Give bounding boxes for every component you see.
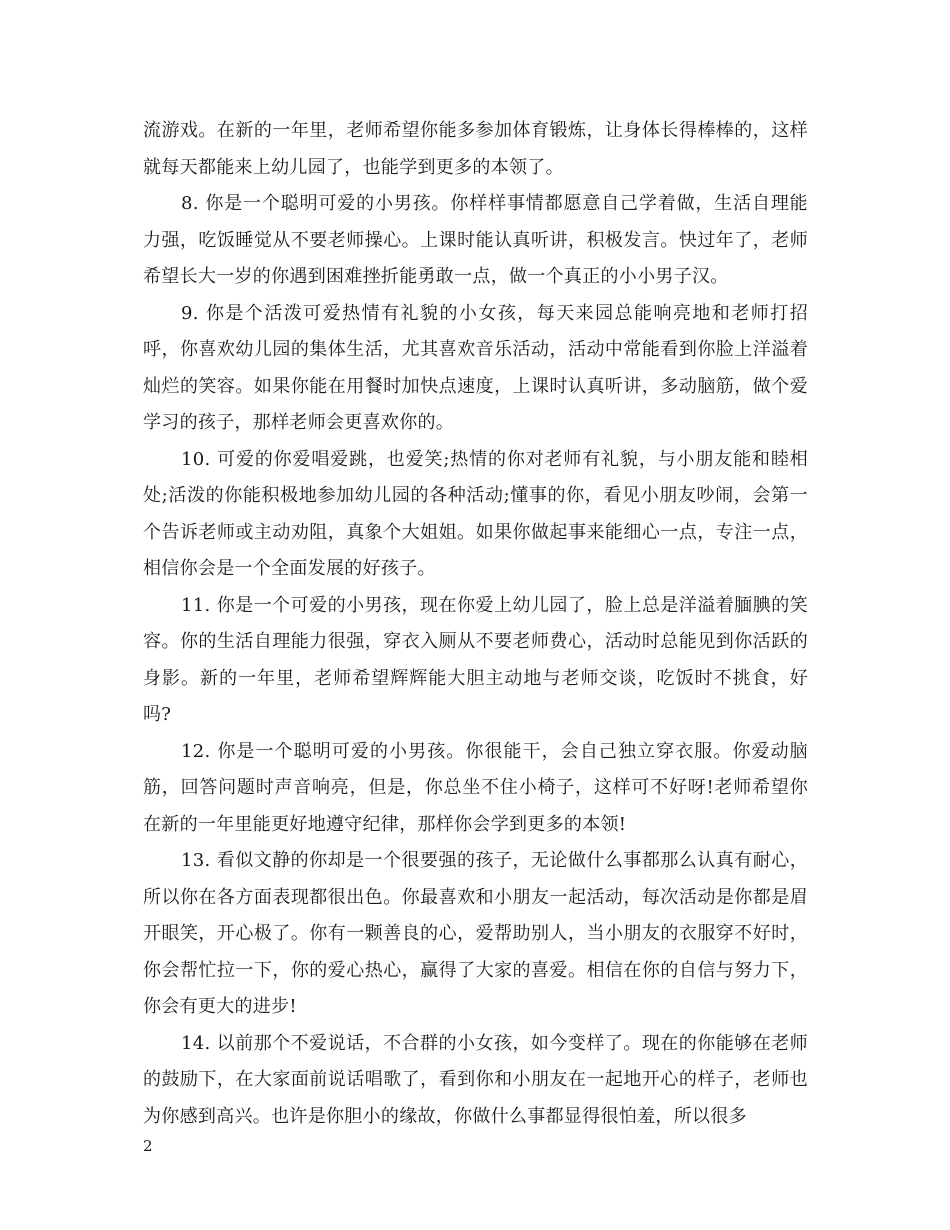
paragraph-item-10: 10. 可爱的你爱唱爱跳，也爱笑;热情的你对老师有礼貌，与小朋友能和睦相处;活泼的你能积极地参加幼儿园的各种活动;懂事的你，看见小朋友吵闹，会第一个告诉老师或主动劝阻，真象个大姐姐。如果你做起事来能细心一点，专注一点，相信你会是一个全面发展的好孩子。 [143, 448, 808, 579]
paragraph-item-14: 14. 以前那个不爱说话，不合群的小女孩，如今变样了。现在的你能够在老师的鼓励下，在大家面前说话唱歌了，看到你和小朋友在一起地开心的样子，老师也为你感到高兴。也许是你胆小的缘故，你做什么事都显得很怕羞，所以很多 [143, 1032, 808, 1127]
document-body [143, 113, 808, 1135]
paragraph-continuation: 流游戏。在新的一年里，老师希望你能多参加体育锻炼，让身体长得棒棒的，这样就每天都能来上幼儿园了，也能学到更多的本领了。 [143, 120, 808, 178]
page-number: 2 [143, 1137, 153, 1155]
paragraph-item-9: 9. 你是个活泼可爱热情有礼貌的小女孩，每天来园总能响亮地和老师打招呼，你喜欢幼儿园的集体生活，尤其喜欢音乐活动，活动中常能看到你脸上洋溢着灿烂的笑容。如果你能在用餐时加快点速度，上课时认真听讲，多动脑筋，做个爱学习的孩子，那样老师会更喜欢你的。 [143, 302, 808, 433]
paragraph-item-12: 12. 你是一个聪明可爱的小男孩。你很能干，会自己独立穿衣服。你爱动脑筋，回答问题时声音响亮，但是，你总坐不住小椅子，这样可不好呀!老师希望你在新的一年里能更好地遵守纪律，那样你会学到更多的本领! [143, 740, 808, 835]
paragraph-item-11: 11. 你是一个可爱的小男孩，现在你爱上幼儿园了，脸上总是洋溢着腼腆的笑容。你的生活自理能力很强，穿衣入厕从不要老师费心，活动时总能见到你活跃的身影。新的一年里，老师希望辉辉能大胆主动地与老师交谈，吃饭时不挑食，好吗? [143, 594, 808, 725]
paragraph-item-13: 13. 看似文静的你却是一个很要强的孩子，无论做什么事都那么认真有耐心，所以你在各方面表现都很出色。你最喜欢和小朋友一起活动，每次活动是你都是眉开眼笑，开心极了。你有一颗善良的心，爱帮助别人，当小朋友的衣服穿不好时，你会帮忙拉一下，你的爱心热心，赢得了大家的喜爱。相信在你的自信与努力下，你会有更大的进步! [143, 850, 808, 1017]
paragraph-item-8: 8. 你是一个聪明可爱的小男孩。你样样事情都愿意自己学着做，生活自理能力强，吃饭睡觉从不要老师操心。上课时能认真听讲，积极发言。快过年了，老师希望长大一岁的你遇到困难挫折能勇敢一点，做一个真正的小小男子汉。 [143, 193, 808, 287]
